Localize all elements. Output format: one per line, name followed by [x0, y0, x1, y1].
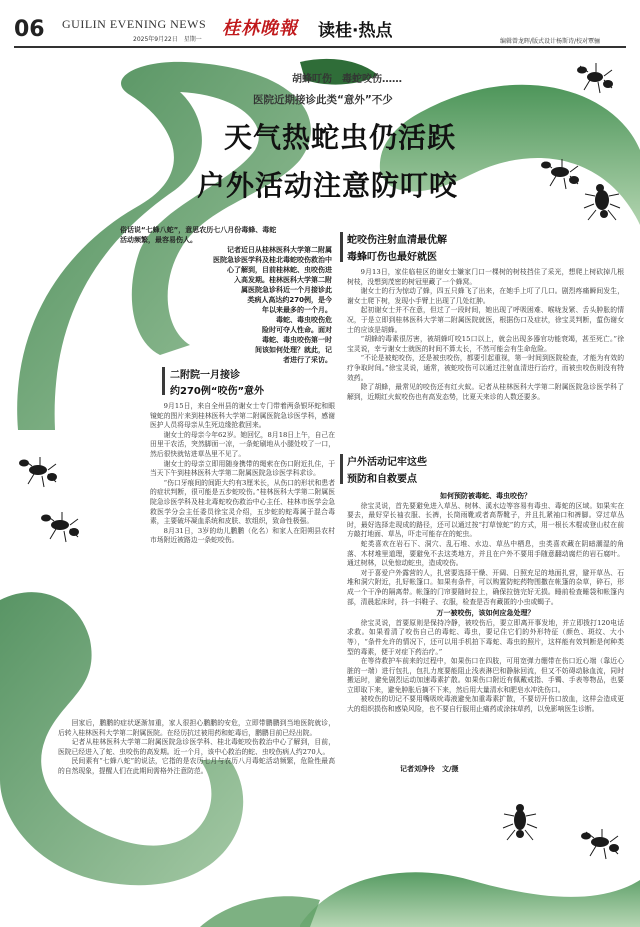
paragraph: 回家后，鹏鹏的症状逐渐加重，家人很担心鹏鹏的安危，立即带鹏鹏到当地医院就诊，后转入桂林医科大学第二附属医院。在经历抗过被用药和蛇毒后，鹏鹏目前已经出院。: [58, 719, 335, 737]
paragraph: 蛇类喜欢在岩石下、洞穴、乱石堆、水边、草丛中栖息，虫类喜欢藏在阴暗潮湿的角落、木材堆里道理，要避免不去这类地方，并且在户外不要用手随意翻动腐烂的岩石腐叶。通过树林，以免惊动蛇虫，造成咬伤。: [347, 539, 624, 568]
paragraph: 被咬伤的切记不要用嘴吸吮毒液避免加重毒素扩散，不要切开伤口放血，这样会造成更大的组织损伤和感染风险，也不要自行服用止痛药或涂抹草药，以免影响医生诊断。: [347, 695, 624, 714]
paragraph: 谢女士的母亲立即用随身携带的绳索在伤口附近扎住，于当天下午到桂林医科大学第二附属医院急诊医学科求诊。: [150, 459, 335, 478]
lead-line: 俗话说“七蜂八蛇”，意思农历七八月份毒蜂、毒蛇: [120, 226, 277, 234]
paragraph: 徐宝灵说，首先要避免进入草丛、树林、溪水边等容易有毒虫、毒蛇的区域。如果实在要去，最好穿长袖衣服、长裤，长筒雨靴或者高帮靴子，并且扎紧袖口和裤脚。穿过草丛时，最好选择走现成的路径，还可以通过按“打草惊蛇”的方式，用一根长木棍或登山杖在前方敲打地面、草丛，吓走可能存在的蛇虫。: [347, 501, 624, 539]
masthead: [0, 0, 640, 46]
section-b-title-2: 毒蜂叮伤也最好就医: [347, 252, 437, 263]
section-a-body: [150, 402, 335, 546]
header-rule: [14, 46, 626, 48]
question-heading: 如何预防被毒蛇、毒虫咬伤？: [440, 492, 531, 500]
lead-line: 属医院急诊科近一个月接诊此: [241, 286, 332, 294]
paragraph: 9月15日，来自全州县的谢女士专门带着两条银环蛇和眼镜蛇的图片来到桂林医科大学第二附属医院急诊医学科，感谢医护人员将母亲从生死边缘抢救回来。: [150, 402, 335, 430]
lead-line: 心了解到，目前桂林蛇、虫咬伤进: [227, 266, 332, 274]
lead-line: 险时可夺人性命。面对: [262, 326, 332, 334]
lead-line: 毒蛇、毒虫咬伤第一时: [262, 336, 332, 344]
question-heading: 万一被咬伤，该如何应急处理？: [436, 609, 535, 618]
lead-line: 者进行了采访。: [283, 356, 332, 364]
lead-line: 记者近日从桂林医科大学第二附属: [227, 246, 332, 254]
section-a-body-lower: [58, 719, 335, 777]
section-title: 读桂·热点: [318, 21, 393, 41]
paragraph: 9月13日，家住临桂区的谢女士嫌家门口一棵树的树枝挡住了采光，想爬上树砍掉几根树枝，没想到茂密的树冠里藏了一个蜂窝。: [347, 268, 624, 286]
subhead-bar: [162, 367, 165, 395]
headline-line-1: 天气热蛇虫仍活跃: [224, 121, 457, 154]
lead-line: 年以来最多的一个月。: [262, 306, 332, 314]
paper-name-en: GUILIN EVENING NEWS: [62, 17, 207, 31]
section-b-body: [347, 268, 624, 402]
page-number: 06: [14, 17, 45, 42]
section-b-title-1: 蛇咬伤注射血清最优解: [347, 235, 447, 246]
paragraph: 在等待救护车前来的过程中，如果伤口在四肢，可用宽弹力绷带在伤口近心端（靠近心脏的一端）进行包扎，包扎力度要能阻止浅表淋巴和静脉回流，但又不妨碍动脉血流，同时搬运时，避免剧烈运动加速毒素扩散。如果伤口附近有佩戴戒指、手镯、手表等物品，也要立即取下来，避免肿胀后摘不下来，然后用大量清水和肥皂水冲洗伤口。: [347, 657, 624, 694]
paragraph: “胡蜂的毒素很厉害，被胡蜂叮咬15口以上，就会出现多器官功能衰竭，甚至死亡。”徐宝灵说，幸亏谢女士就医的时间不算太长，不然可能会有生命危险。: [347, 335, 624, 353]
lead-line: 间该如何处理？就此，记: [255, 346, 332, 354]
paragraph: 除了胡蜂，最常见的咬伤还有红火蚁。记者从桂林医科大学第二附属医院急诊医学科了解到，近期红火蚁咬伤也有高发态势，比夏天来诊的人数还要多。: [347, 383, 624, 401]
section-c-body: [347, 492, 624, 715]
section-c-title-2: 预防和自救要点: [347, 474, 417, 485]
issue-date: 2025年9月22日 星期一: [133, 36, 202, 43]
lead-line: 医院急诊医学科及桂北毒蛇咬伤救治中: [213, 256, 332, 264]
paragraph: 8月31日，3岁的幼儿鹏鹏（化名）和家人在阳朔县农村市场附近被路边一条蛇咬伤。: [150, 526, 335, 545]
lead-line: 毒蛇、毒虫咬伤危: [276, 316, 332, 324]
subhead-bar: [340, 232, 343, 262]
kicker-line-1: 胡蜂叮伤 毒蛇咬伤……: [292, 74, 402, 85]
paragraph: 民间素有“七蜂八蛇”的说法，它指的是农历七月与农历八月毒蛇活动频繁，危险性最高的自然现象，提醒人们在此期间需格外注意防范。: [58, 757, 335, 775]
paragraph: 谢女士的行为惊动了蜂，四五只蜂飞了出来，在她手上叮了几口。剧烈疼痛瞬间发生，谢女士爬下树，发现小手臂上出现了几处红肿。: [347, 287, 624, 305]
byline: 记者刘净伶 文/摄: [400, 765, 459, 773]
section-a-title-2: 约270例“咬伤”意外: [170, 386, 265, 397]
lead-line: 活动频繁，最容易伤人。: [120, 236, 197, 244]
section-c-title-1: 户外活动记牢这些: [347, 457, 427, 468]
lead-line: 入高发期。桂林医科大学第二附: [234, 276, 332, 284]
lead-line: 类病人高达约270例，是今: [247, 296, 332, 304]
paragraph: 记者从桂林医科大学第二附属医院急诊医学科、桂北毒蛇咬伤救治中心了解到，目前，医院已经进入了蛇、虫咬伤的高发期。近一个月，该中心救治的蛇、虫咬伤病人约270人。: [58, 738, 335, 756]
subhead-bar: [340, 454, 343, 484]
paragraph: 谢女士的母亲今年62岁。她回忆，8月18日上午，自己在田里干农活，突然脚面一凉，一条蛇刷地从小腿处咬了一口，然后很快就钻进草丛里不见了。: [150, 430, 335, 458]
headline-line-2: 户外活动注意防叮咬: [197, 169, 459, 202]
paper-logo: 桂林晚報: [222, 18, 298, 39]
paragraph: “伤口牙痕间的间距大约有3厘米长，从伤口的形状和患者的症状判断，很可能是五步蛇咬伤。”桂林医科大学第二附属医院急诊医学科及桂北毒蛇咬伤救治中心主任、桂林市医学会急救医学分会主任委员徐宝灵介绍，五步蛇的蛇毒属于混合毒素，主要破坏凝血系统和皮肤、软组织，致命性极强。: [150, 478, 335, 526]
editor-credits: 编辑曾龙晖/版式设计杨斯诗/校对覃骊: [500, 38, 601, 45]
paragraph: 对于喜爱户外露营的人，扎营要选择干燥、开阔、日照充足的地面扎营，避开草丛、石堆和洞穴附近，扎好帐篷口。如果有条件，可以购置防蛇药物围撒在帐篷的杂草，碎石，形成一个干净的隔离带。帐篷的门帘要随时拉上，确保拉链完好无损。睡前检查睡袋和帐篷内部，清晨起床时，抖一抖鞋子、衣服，检查是否有藏匿的小虫或蝎子。: [347, 568, 624, 606]
lead-paragraph: [120, 225, 332, 365]
paragraph: 起初谢女士并不在意，但过了一段时间，她出现了呼吸困难、喉咙发紧、舌头肿胀的情况，于是立即到桂林医科大学第二附属医院就医，根据伤口及症状，徐宝灵判断，蜇伤谢女士的应该是胡蜂。: [347, 306, 624, 334]
paragraph: 徐宝灵说，首要原则是保持冷静，被咬伤后，要立即离开事发地，并立即拨打120电话求救。如果看清了咬伤自己的毒蛇、毒虫，要记住它们的外形特征（颜色、斑纹、大小等），“条件允许的情况下，还可以用手机拍下毒蛇、毒虫的照片，这样能有效判断是何种类型的毒素，便于对症下药治疗。”: [347, 618, 624, 656]
section-a-title-1: 二附院一月接诊: [170, 370, 240, 381]
paragraph: “不论是被蛇咬伤，还是被虫咬伤，都要引起重视，第一时间到医院检查，才能为有效的疗争取时间。”徐宝灵说，通常，被蛇咬伤可以通过注射血清进行治疗，而被虫咬伤则没有特效药。: [347, 354, 624, 382]
kicker-line-2: 医院近期接诊此类“意外”不少: [253, 94, 393, 106]
